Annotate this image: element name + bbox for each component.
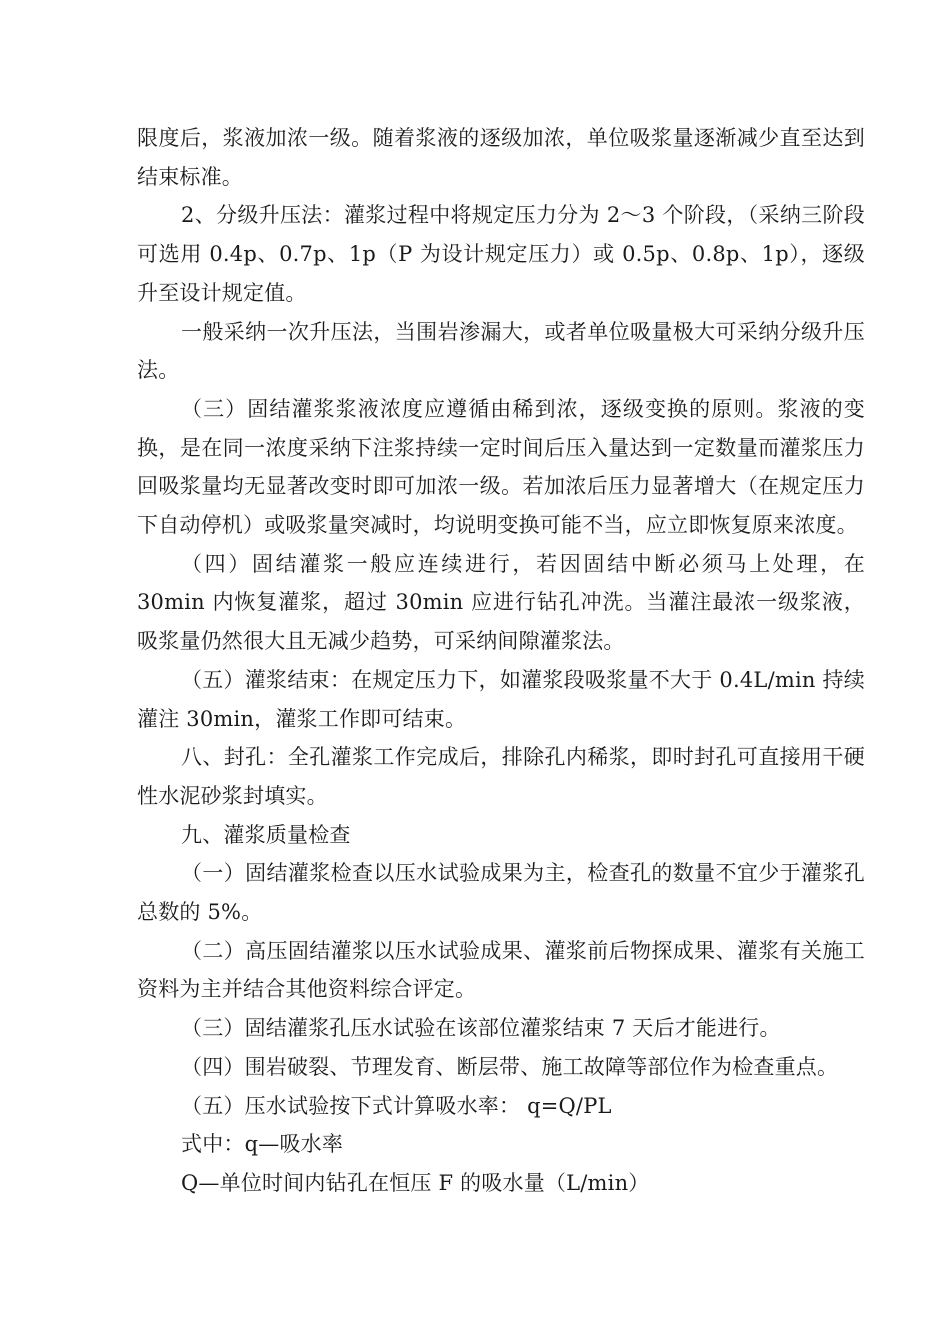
paragraph-sealing: 八、封孔：全孔灌浆工作完成后，排除孔内稀浆，即时封孔可直接用干硬性水泥砂浆封填实。: [137, 745, 865, 808]
formula-definition-q: 式中：q—吸水率: [181, 1132, 344, 1157]
paragraph-continuation: 限度后，浆液加浓一级。随着浆液的逐级加浓，单位吸浆量逐渐减少直至达到结束标准。: [137, 126, 865, 189]
heading-quality-check: 九、灌浆质量检查: [181, 822, 351, 847]
paragraph-staged-pressure: 2、分级升压法：灌浆过程中将规定压力分为 2～3 个阶段，（采纳三阶段可选用 0.4p、0.7p、1p（P 为设计规定压力）或 0.5p、0.8p、1p），逐级升至设计规定值。: [137, 203, 865, 305]
paragraph-section-4: （四）固结灌浆一般应连续进行，若因固结中断必须马上处理，在 30min 内恢复灌浆，超过 30min 应进行钻孔冲洗。当灌注最浓一级浆液，吸浆量仍然很大且无减少趋势，可采纳间隙灌浆法。: [137, 551, 865, 654]
paragraph-check-2: （二）高压固结灌浆以压水试验成果、灌浆前后物探成果、灌浆有关施工资料为主并结合其他资料综合评定。: [137, 938, 865, 1002]
paragraph-check-3: （三）固结灌浆孔压水试验在该部位灌浆结束 7 天后才能进行。: [181, 1016, 781, 1041]
paragraph-general-method: 一般采纳一次升压法，当围岩渗漏大，或者单位吸量极大可采纳分级升压法。: [137, 319, 865, 383]
paragraph-section-5: （五）灌浆结束：在规定压力下，如灌浆段吸浆量不大于 0.4L/min 持续灌注 30min，灌浆工作即可结束。: [137, 667, 865, 731]
paragraph-check-4: （四）围岩破裂、节理发育、断层带、施工故障等部位作为检查重点。: [181, 1054, 839, 1079]
paragraph-check-1: （一）固结灌浆检查以压水试验成果为主，检查孔的数量不宜少于灌浆孔总数的 5%。: [137, 861, 865, 925]
document-body: [137, 119, 865, 1203]
paragraph-section-3: （三）固结灌浆浆液浓度应遵循由稀到浓，逐级变换的原则。浆液的变换，是在同一浓度采纳下注浆持续一定时间后压入量达到一定数量而灌浆压力回吸浆量均无显著改变时即可加浓一级。若加浓后压力显著增大（在规定压力下自动停机）或吸浆量突减时，均说明变换可能不当，应立即恢复原来浓度。: [137, 396, 865, 538]
formula-definition-Q: Q—单位时间内钻孔在恒压 F 的吸水量（L/min）: [181, 1170, 650, 1195]
paragraph-check-5-formula: （五）压水试验按下式计算吸水率： q=Q/PL: [181, 1093, 612, 1118]
